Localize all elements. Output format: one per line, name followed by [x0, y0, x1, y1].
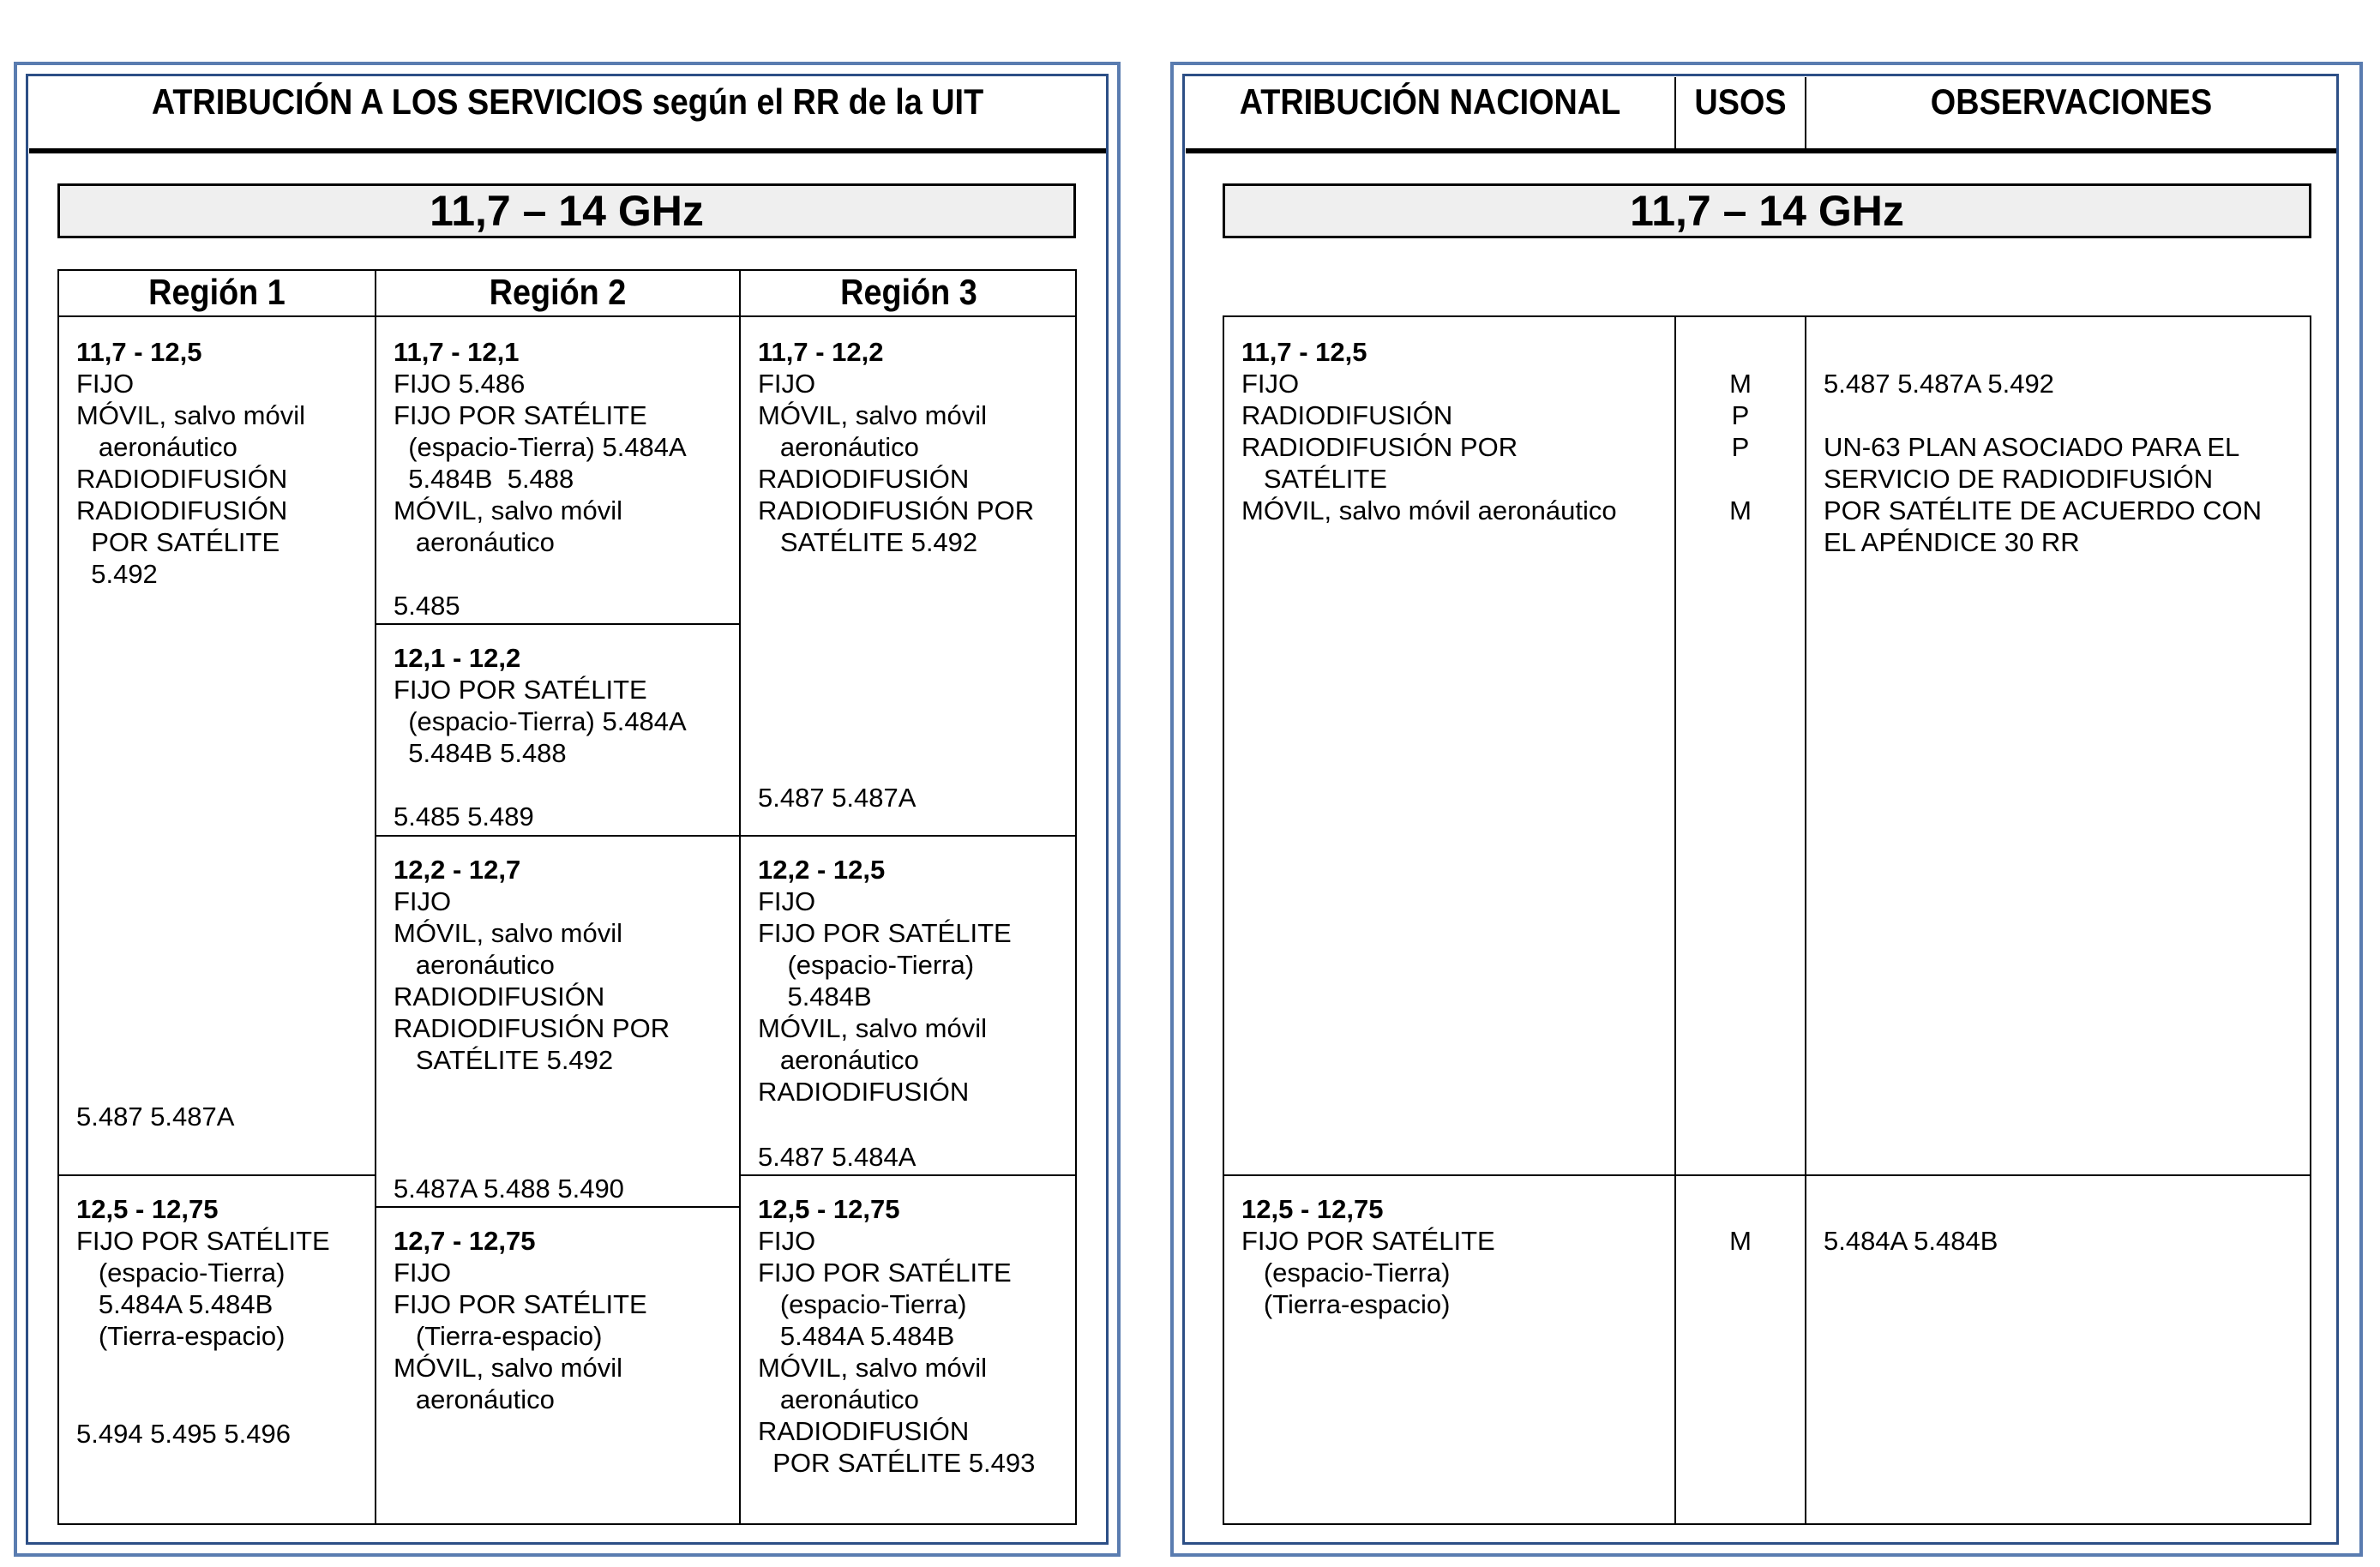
service-line: RADIODIFUSIÓN POR	[1241, 432, 1518, 462]
observation-line: POR SATÉLITE DE ACUERDO CON	[1824, 495, 2263, 525]
region2-band4-cell	[376, 1208, 739, 1523]
footnote-refs: 5.485 5.489	[394, 802, 534, 832]
band-range: 11,7 - 12,1	[394, 337, 520, 367]
service-line: FIJO	[1241, 369, 1300, 399]
observation-line	[1824, 399, 2262, 431]
region3-band2-cell	[741, 837, 1077, 1174]
header-observaciones: OBSERVACIONES	[1930, 81, 2213, 122]
service-line: aeronáutico	[394, 1384, 555, 1414]
service-line: FIJO	[76, 369, 135, 399]
service-line: RADIODIFUSIÓN	[76, 495, 288, 525]
footnote-refs: 5.487A 5.488 5.490	[394, 1174, 624, 1204]
service-line: POR SATÉLITE	[76, 527, 280, 557]
region-3-header: Región 3	[840, 272, 977, 312]
region2-band3-cell	[376, 837, 739, 1206]
service-line: (espacio-Tierra) 5.484A	[394, 432, 687, 462]
service-line: FIJO 5.486	[394, 369, 526, 399]
service-line: aeronáutico	[758, 1045, 919, 1075]
service-line: SATÉLITE	[1241, 464, 1387, 494]
usos-value: P	[1731, 432, 1750, 462]
service-line: RADIODIFUSIÓN POR	[394, 1013, 670, 1043]
service-line: RADIODIFUSIÓN	[76, 464, 288, 494]
band-range: 12,5 - 12,75	[76, 1194, 219, 1224]
service-line: RADIODIFUSIÓN	[758, 1416, 970, 1446]
usos-value	[1676, 336, 1805, 368]
band-range: 12,2 - 12,5	[758, 855, 886, 885]
national-row1-observaciones	[1806, 317, 2311, 1174]
region1-band1-cell	[59, 317, 375, 1174]
band-range: 12,5 - 12,75	[758, 1194, 900, 1224]
service-line: MÓVIL, salvo móvil	[76, 400, 306, 430]
left-frequency-box	[57, 183, 1076, 238]
service-line: FIJO	[758, 369, 816, 399]
band-range: 11,7 - 12,5	[76, 337, 202, 367]
service-line: 5.484A 5.484B	[758, 1321, 955, 1351]
footnote-refs: 5.487 5.484A	[758, 1142, 917, 1172]
service-line: MÓVIL, salvo móvil	[394, 495, 623, 525]
service-line: (espacio-Tierra)	[758, 950, 975, 980]
footnote-refs: 5.487 5.487A	[76, 1102, 235, 1132]
service-line: (espacio-Tierra) 5.484A	[394, 706, 687, 736]
service-line: MÓVIL, salvo móvil aeronáutico	[1241, 495, 1617, 525]
footnote-refs: 5.494 5.495 5.496	[76, 1419, 291, 1449]
observation-line: 5.487 5.487A 5.492	[1824, 369, 2054, 399]
service-line: SATÉLITE 5.492	[758, 527, 978, 557]
service-line: (Tierra-espacio)	[76, 1321, 285, 1351]
service-line: 5.484B	[758, 982, 872, 1012]
observation-line: EL APÉNDICE 30 RR	[1824, 527, 2080, 557]
national-row2-usos	[1676, 1176, 1805, 1523]
service-line: MÓVIL, salvo móvil	[758, 1353, 988, 1383]
usos-value	[1676, 1193, 1805, 1225]
observation-line	[1824, 1193, 1998, 1225]
header-usos: USOS	[1694, 81, 1787, 122]
national-row2-allocation	[1224, 1176, 1674, 1523]
service-line: MÓVIL, salvo móvil	[394, 1353, 623, 1383]
service-line: 5.484B 5.488	[394, 464, 574, 494]
service-line: aeronáutico	[394, 527, 555, 557]
left-frequency-range: 11,7 – 14 GHz	[430, 187, 704, 235]
service-line: FIJO	[394, 1258, 452, 1288]
footnote-refs: 5.487 5.487A	[758, 783, 917, 813]
region-2-header: Región 2	[489, 272, 627, 312]
national-row1-allocation	[1224, 317, 1674, 1174]
service-line: RADIODIFUSIÓN	[758, 464, 970, 494]
region1-band2-cell	[59, 1176, 375, 1523]
region-1-header: Región 1	[148, 272, 285, 312]
region2-band2-cell	[376, 625, 739, 835]
service-line: 5.484A 5.484B	[76, 1289, 273, 1319]
service-line: FIJO POR SATÉLITE	[758, 918, 1012, 948]
service-line: FIJO POR SATÉLITE	[394, 400, 647, 430]
service-line: aeronáutico	[76, 432, 237, 462]
service-line: FIJO POR SATÉLITE	[758, 1258, 1012, 1288]
band-range: 11,7 - 12,2	[758, 337, 884, 367]
usos-value: M	[1729, 495, 1752, 525]
service-line: SATÉLITE 5.492	[394, 1045, 614, 1075]
header-atribucion-nacional: ATRIBUCIÓN NACIONAL	[1239, 81, 1621, 122]
left-header-title: ATRIBUCIÓN A LOS SERVICIOS según el RR de la UIT	[151, 81, 984, 122]
header-col-sep-1	[1674, 77, 1676, 149]
region2-band1-cell	[376, 317, 739, 623]
usos-value	[1676, 463, 1805, 495]
usos-value: M	[1729, 369, 1752, 399]
service-line: (espacio-Tierra)	[76, 1258, 285, 1288]
observation-line: SERVICIO DE RADIODIFUSIÓN	[1824, 464, 2214, 494]
band-range: 11,7 - 12,5	[1241, 337, 1367, 367]
service-line: FIJO POR SATÉLITE	[394, 1289, 647, 1319]
region3-band1-cell	[741, 317, 1077, 835]
service-line: aeronáutico	[758, 1384, 919, 1414]
observation-line	[1824, 336, 2262, 368]
service-line: 5.484B 5.488	[394, 738, 567, 768]
footnote-refs: 5.485	[394, 591, 460, 621]
service-line: MÓVIL, salvo móvil	[394, 918, 623, 948]
service-line: MÓVIL, salvo móvil	[758, 400, 988, 430]
right-frequency-range: 11,7 – 14 GHz	[1630, 187, 1904, 235]
observation-line: 5.484A 5.484B	[1824, 1226, 1998, 1256]
right-header-rule	[1186, 148, 2336, 153]
service-line: RADIODIFUSIÓN POR	[758, 495, 1035, 525]
band-range: 12,5 - 12,75	[1241, 1194, 1384, 1224]
service-line: (espacio-Tierra)	[758, 1289, 967, 1319]
right-frequency-box	[1223, 183, 2311, 238]
service-line: POR SATÉLITE 5.493	[758, 1448, 1036, 1478]
usos-value: M	[1729, 1226, 1752, 1256]
national-row1-usos	[1676, 317, 1805, 1174]
observation-line: UN-63 PLAN ASOCIADO PARA EL	[1824, 432, 2240, 462]
service-line: FIJO	[394, 886, 452, 916]
header-col-sep-2	[1805, 77, 1806, 149]
service-line: FIJO POR SATÉLITE	[76, 1226, 330, 1256]
region3-band3-cell	[741, 1176, 1077, 1523]
service-line: FIJO	[758, 1226, 816, 1256]
service-line: FIJO POR SATÉLITE	[394, 675, 647, 705]
band-range: 12,2 - 12,7	[394, 855, 521, 885]
national-row2-observaciones	[1806, 1176, 2311, 1523]
service-line: RADIODIFUSIÓN	[758, 1077, 970, 1107]
band-range: 12,1 - 12,2	[394, 643, 521, 673]
service-line: RADIODIFUSIÓN	[1241, 400, 1453, 430]
service-line: FIJO POR SATÉLITE	[1241, 1226, 1495, 1256]
service-line: (espacio-Tierra)	[1241, 1258, 1451, 1288]
service-line: RADIODIFUSIÓN	[394, 982, 605, 1012]
service-line: aeronáutico	[758, 432, 919, 462]
service-line: 5.492	[76, 559, 158, 589]
left-header-rule	[29, 148, 1106, 153]
service-line: (Tierra-espacio)	[1241, 1289, 1451, 1319]
service-line: FIJO	[758, 886, 816, 916]
service-line: (Tierra-espacio)	[394, 1321, 603, 1351]
service-line: MÓVIL, salvo móvil	[758, 1013, 988, 1043]
usos-value: P	[1731, 400, 1750, 430]
service-line: aeronáutico	[394, 950, 555, 980]
band-range: 12,7 - 12,75	[394, 1226, 536, 1256]
